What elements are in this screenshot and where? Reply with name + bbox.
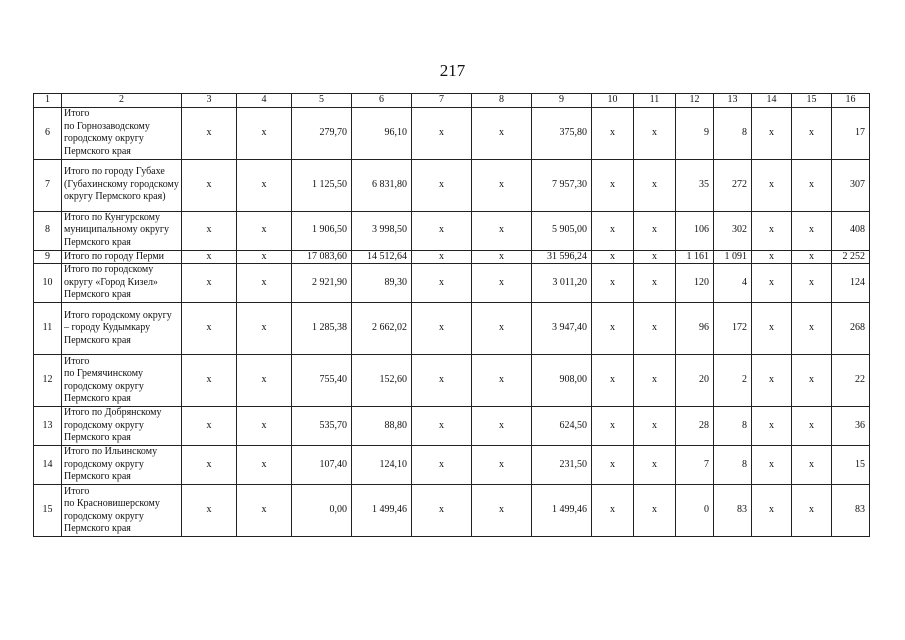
col-6-cell: 1 499,46 xyxy=(352,485,412,537)
col-5-cell: 1 125,50 xyxy=(292,159,352,211)
col-8-cell: х xyxy=(472,250,532,264)
col-7-cell: х xyxy=(412,485,472,537)
col-10-cell: х xyxy=(592,264,634,303)
col-10-cell: х xyxy=(592,211,634,250)
col-6-cell: 152,60 xyxy=(352,355,412,407)
municipality-name-cell: Итого по Горнозаводскому городскому округу Пермского края xyxy=(62,107,182,159)
col-3-cell: х xyxy=(182,107,237,159)
col-8-cell: х xyxy=(472,303,532,355)
col-7-cell: х xyxy=(412,355,472,407)
row-number-cell: 11 xyxy=(34,303,62,355)
col-7-cell: х xyxy=(412,264,472,303)
col-11-cell: х xyxy=(634,407,676,446)
col-4-cell: х xyxy=(237,485,292,537)
col-6-cell: 96,10 xyxy=(352,107,412,159)
municipality-name-cell: Итого городскому округу – городу Кудымкару Пермского края xyxy=(62,303,182,355)
col-16-cell: 268 xyxy=(832,303,870,355)
col-10-cell: х xyxy=(592,355,634,407)
col-16-cell: 408 xyxy=(832,211,870,250)
col-12-cell: 7 xyxy=(676,446,714,485)
table-row xyxy=(34,303,870,355)
col-12-cell: 9 xyxy=(676,107,714,159)
table-row xyxy=(34,107,870,159)
row-number-cell: 9 xyxy=(34,250,62,264)
header-cell: 11 xyxy=(634,94,676,108)
col-3-cell: х xyxy=(182,446,237,485)
col-15-cell: х xyxy=(792,211,832,250)
col-9-cell: 5 905,00 xyxy=(532,211,592,250)
col-13-cell: 4 xyxy=(714,264,752,303)
header-cell: 10 xyxy=(592,94,634,108)
col-8-cell: х xyxy=(472,407,532,446)
header-cell: 13 xyxy=(714,94,752,108)
col-9-cell: 31 596,24 xyxy=(532,250,592,264)
col-4-cell: х xyxy=(237,250,292,264)
col-7-cell: х xyxy=(412,159,472,211)
col-4-cell: х xyxy=(237,355,292,407)
municipality-name-cell: Итого по Добрянскому городскому округу Пермского края xyxy=(62,407,182,446)
col-13-cell: 302 xyxy=(714,211,752,250)
col-8-cell: х xyxy=(472,107,532,159)
col-15-cell: х xyxy=(792,107,832,159)
row-number-cell: 12 xyxy=(34,355,62,407)
header-cell: 5 xyxy=(292,94,352,108)
header-row xyxy=(34,94,870,108)
table-row xyxy=(34,446,870,485)
col-5-cell: 2 921,90 xyxy=(292,264,352,303)
col-6-cell: 88,80 xyxy=(352,407,412,446)
header-cell: 2 xyxy=(62,94,182,108)
table-row xyxy=(34,355,870,407)
col-5-cell: 279,70 xyxy=(292,107,352,159)
col-10-cell: х xyxy=(592,303,634,355)
col-14-cell: х xyxy=(752,485,792,537)
col-13-cell: 8 xyxy=(714,107,752,159)
col-16-cell: 307 xyxy=(832,159,870,211)
col-14-cell: х xyxy=(752,264,792,303)
col-8-cell: х xyxy=(472,485,532,537)
col-7-cell: х xyxy=(412,211,472,250)
col-15-cell: х xyxy=(792,446,832,485)
col-12-cell: 35 xyxy=(676,159,714,211)
col-8-cell: х xyxy=(472,446,532,485)
col-10-cell: х xyxy=(592,107,634,159)
col-7-cell: х xyxy=(412,107,472,159)
col-4-cell: х xyxy=(237,159,292,211)
col-8-cell: х xyxy=(472,355,532,407)
col-7-cell: х xyxy=(412,250,472,264)
col-16-cell: 124 xyxy=(832,264,870,303)
col-6-cell: 2 662,02 xyxy=(352,303,412,355)
col-7-cell: х xyxy=(412,446,472,485)
header-cell: 6 xyxy=(352,94,412,108)
col-3-cell: х xyxy=(182,264,237,303)
row-number-cell: 10 xyxy=(34,264,62,303)
header-cell: 3 xyxy=(182,94,237,108)
col-13-cell: 8 xyxy=(714,407,752,446)
row-number-cell: 15 xyxy=(34,485,62,537)
col-16-cell: 22 xyxy=(832,355,870,407)
col-10-cell: х xyxy=(592,159,634,211)
col-15-cell: х xyxy=(792,264,832,303)
col-14-cell: х xyxy=(752,407,792,446)
col-8-cell: х xyxy=(472,211,532,250)
col-8-cell: х xyxy=(472,159,532,211)
col-5-cell: 17 083,60 xyxy=(292,250,352,264)
col-14-cell: х xyxy=(752,355,792,407)
col-11-cell: х xyxy=(634,211,676,250)
col-14-cell: х xyxy=(752,303,792,355)
header-cell: 1 xyxy=(34,94,62,108)
col-13-cell: 2 xyxy=(714,355,752,407)
col-16-cell: 15 xyxy=(832,446,870,485)
col-3-cell: х xyxy=(182,355,237,407)
municipality-name-cell: Итого по городу Губахе (Губахинскому городскому округу Пермского края) xyxy=(62,159,182,211)
col-3-cell: х xyxy=(182,485,237,537)
table-row xyxy=(34,485,870,537)
col-15-cell: х xyxy=(792,407,832,446)
col-11-cell: х xyxy=(634,446,676,485)
col-6-cell: 124,10 xyxy=(352,446,412,485)
col-12-cell: 0 xyxy=(676,485,714,537)
col-9-cell: 7 957,30 xyxy=(532,159,592,211)
col-11-cell: х xyxy=(634,303,676,355)
table-row xyxy=(34,250,870,264)
col-5-cell: 107,40 xyxy=(292,446,352,485)
col-15-cell: х xyxy=(792,303,832,355)
col-16-cell: 17 xyxy=(832,107,870,159)
col-14-cell: х xyxy=(752,107,792,159)
col-13-cell: 1 091 xyxy=(714,250,752,264)
header-cell: 9 xyxy=(532,94,592,108)
col-11-cell: х xyxy=(634,485,676,537)
col-4-cell: х xyxy=(237,107,292,159)
data-table xyxy=(33,93,870,537)
col-3-cell: х xyxy=(182,303,237,355)
col-10-cell: х xyxy=(592,485,634,537)
row-number-cell: 8 xyxy=(34,211,62,250)
page-number: 217 xyxy=(439,61,466,80)
col-14-cell: х xyxy=(752,446,792,485)
col-16-cell: 2 252 xyxy=(832,250,870,264)
col-9-cell: 3 947,40 xyxy=(532,303,592,355)
header-cell: 12 xyxy=(676,94,714,108)
col-11-cell: х xyxy=(634,250,676,264)
col-5-cell: 755,40 xyxy=(292,355,352,407)
col-3-cell: х xyxy=(182,159,237,211)
col-15-cell: х xyxy=(792,159,832,211)
col-12-cell: 120 xyxy=(676,264,714,303)
col-6-cell: 6 831,80 xyxy=(352,159,412,211)
municipality-name-cell: Итого по Ильинскому городскому округу Пермского края xyxy=(62,446,182,485)
col-12-cell: 20 xyxy=(676,355,714,407)
row-number-cell: 7 xyxy=(34,159,62,211)
col-9-cell: 1 499,46 xyxy=(532,485,592,537)
header-cell: 7 xyxy=(412,94,472,108)
col-7-cell: х xyxy=(412,303,472,355)
col-12-cell: 1 161 xyxy=(676,250,714,264)
municipality-name-cell: Итого по Гремячинскому городскому округу Пермского края xyxy=(62,355,182,407)
col-5-cell: 535,70 xyxy=(292,407,352,446)
col-6-cell: 89,30 xyxy=(352,264,412,303)
col-14-cell: х xyxy=(752,159,792,211)
col-16-cell: 83 xyxy=(832,485,870,537)
col-5-cell: 1 906,50 xyxy=(292,211,352,250)
col-9-cell: 908,00 xyxy=(532,355,592,407)
table-row xyxy=(34,264,870,303)
col-15-cell: х xyxy=(792,355,832,407)
row-number-cell: 14 xyxy=(34,446,62,485)
col-5-cell: 0,00 xyxy=(292,485,352,537)
col-9-cell: 624,50 xyxy=(532,407,592,446)
header-cell: 15 xyxy=(792,94,832,108)
col-9-cell: 231,50 xyxy=(532,446,592,485)
col-15-cell: х xyxy=(792,250,832,264)
col-12-cell: 28 xyxy=(676,407,714,446)
col-6-cell: 14 512,64 xyxy=(352,250,412,264)
header-cell: 8 xyxy=(472,94,532,108)
municipality-name-cell: Итого по Красновишерскому городскому округу Пермского края xyxy=(62,485,182,537)
col-5-cell: 1 285,38 xyxy=(292,303,352,355)
col-16-cell: 36 xyxy=(832,407,870,446)
col-11-cell: х xyxy=(634,264,676,303)
col-4-cell: х xyxy=(237,407,292,446)
col-7-cell: х xyxy=(412,407,472,446)
header-cell: 14 xyxy=(752,94,792,108)
col-13-cell: 8 xyxy=(714,446,752,485)
col-12-cell: 106 xyxy=(676,211,714,250)
col-3-cell: х xyxy=(182,407,237,446)
col-11-cell: х xyxy=(634,159,676,211)
col-4-cell: х xyxy=(237,303,292,355)
col-8-cell: х xyxy=(472,264,532,303)
table-row xyxy=(34,159,870,211)
row-number-cell: 13 xyxy=(34,407,62,446)
table-row xyxy=(34,211,870,250)
table-row xyxy=(34,407,870,446)
municipality-name-cell: Итого по городскому округу «Город Кизел» Пермского края xyxy=(62,264,182,303)
col-14-cell: х xyxy=(752,250,792,264)
col-11-cell: х xyxy=(634,355,676,407)
col-3-cell: х xyxy=(182,250,237,264)
col-13-cell: 272 xyxy=(714,159,752,211)
municipality-name-cell: Итого по Кунгурскому муниципальному округу Пермского края xyxy=(62,211,182,250)
col-14-cell: х xyxy=(752,211,792,250)
col-4-cell: х xyxy=(237,211,292,250)
col-9-cell: 375,80 xyxy=(532,107,592,159)
col-12-cell: 96 xyxy=(676,303,714,355)
col-3-cell: х xyxy=(182,211,237,250)
col-10-cell: х xyxy=(592,446,634,485)
col-9-cell: 3 011,20 xyxy=(532,264,592,303)
header-cell: 16 xyxy=(832,94,870,108)
col-13-cell: 83 xyxy=(714,485,752,537)
header-cell: 4 xyxy=(237,94,292,108)
row-number-cell: 6 xyxy=(34,107,62,159)
col-11-cell: х xyxy=(634,107,676,159)
col-10-cell: х xyxy=(592,250,634,264)
municipality-name-cell: Итого по городу Перми xyxy=(62,250,182,264)
col-15-cell: х xyxy=(792,485,832,537)
col-4-cell: х xyxy=(237,446,292,485)
col-10-cell: х xyxy=(592,407,634,446)
col-4-cell: х xyxy=(237,264,292,303)
col-13-cell: 172 xyxy=(714,303,752,355)
col-6-cell: 3 998,50 xyxy=(352,211,412,250)
